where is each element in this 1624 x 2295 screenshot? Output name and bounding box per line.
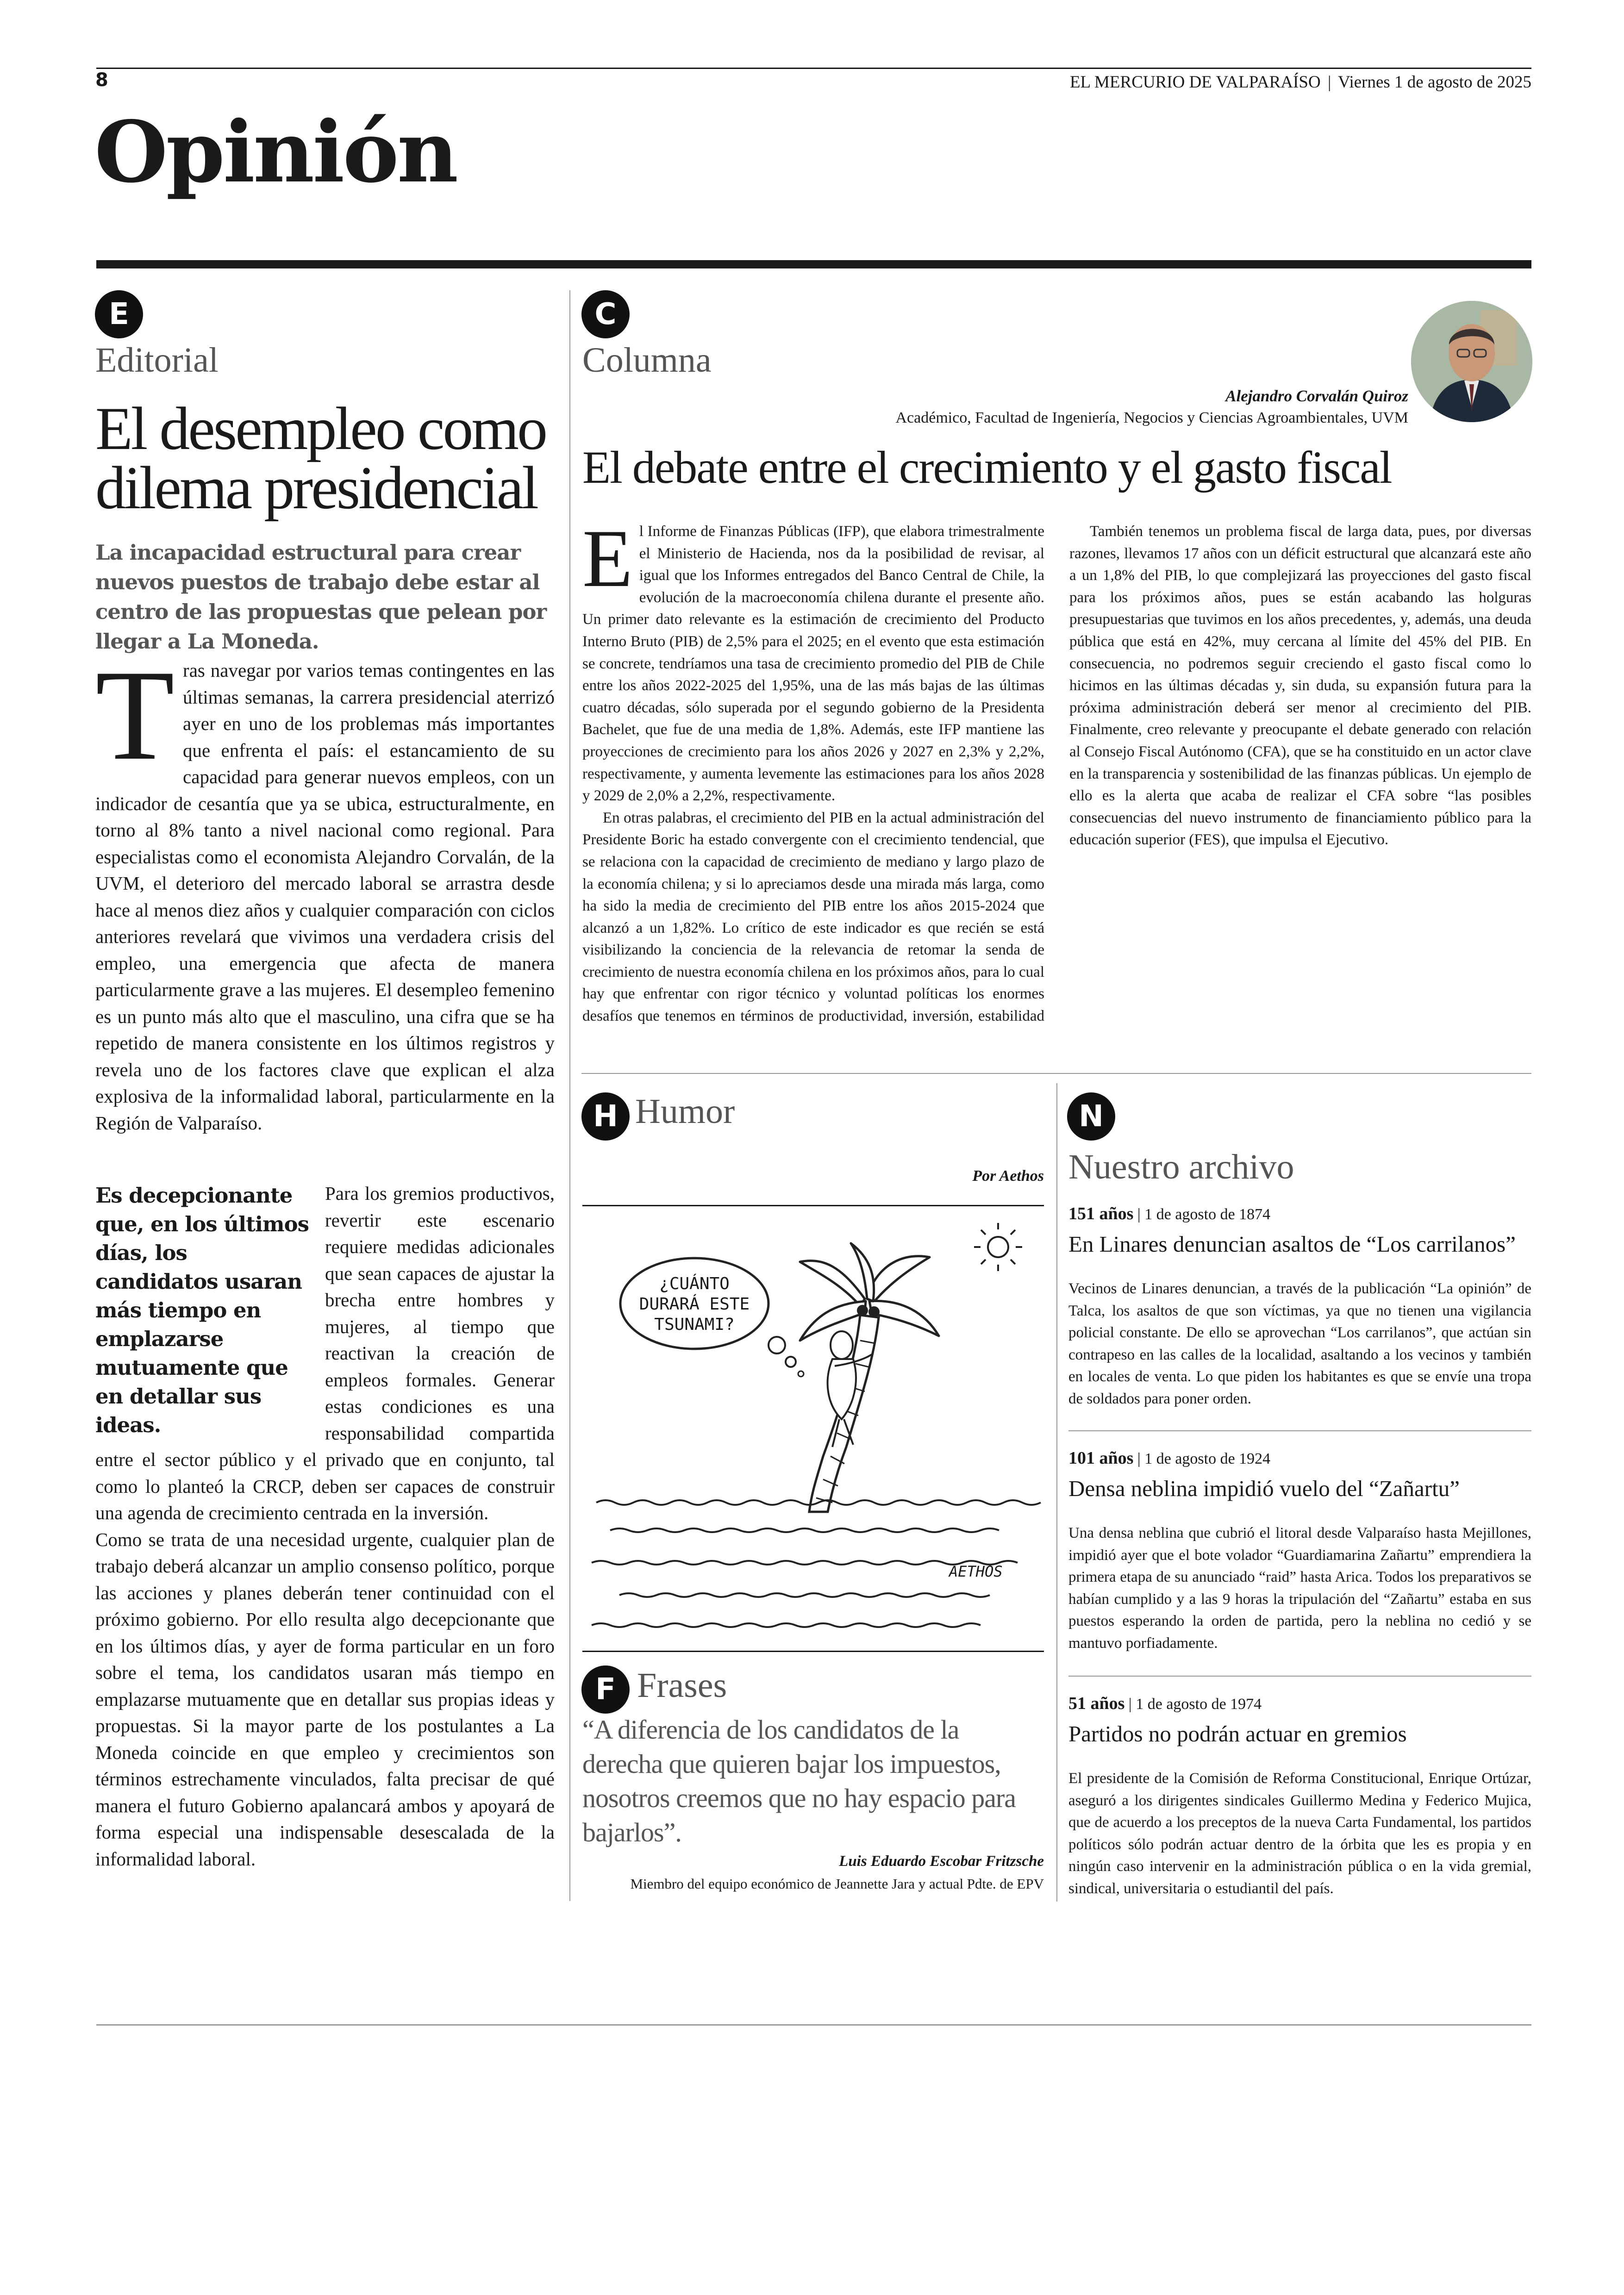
column-divider-vertical: [569, 290, 570, 1901]
archive-item-1-years: 151 años: [1068, 1204, 1134, 1223]
editorial-pull-quote: Es decepcionante que, en los últimos días, los candidatos usaran más tiempo en emplazarse mutuamente que en detallar sus ideas.: [95, 1183, 309, 1437]
archive-item-1: [1068, 1202, 1531, 1410]
archive-item-1-body: Vecinos de Linares denuncian, a través de la publicación “La opinión” de Talca, los asaltos de que son víctimas, ya que no tienen una vigilancia policial constante. De ello se aprovechan “Los carrilanos”, que actúan sin contrapeso en las calles de la localidad, asaltando a los vecinos y también en locales de venta. Lo que piden los habitantes es que se envíe una tropa de soldados para poner orden.: [1068, 1280, 1531, 1407]
column-author-title: Académico, Facultad de Ingeniería, Negocios y Ciencias Agroambientales, UVM: [895, 409, 1408, 426]
issue-date: Viernes 1 de agosto de 2025: [1337, 73, 1531, 92]
archive-item-3-years: 51 años: [1068, 1694, 1125, 1713]
archive-item-2: [1068, 1447, 1531, 1655]
archive-item-3-separator: |: [1128, 1696, 1136, 1713]
editorial-deck: La incapacidad estructural para crear nuevos puestos de trabajo debe estar al centro de las propuestas que pelean por llegar a La Moneda.: [95, 540, 547, 654]
editorial-label: Editorial: [95, 341, 219, 380]
archive-item-1-separator: |: [1137, 1206, 1145, 1223]
column-paragraph-2: En otras palabras, el crecimiento del PIB en la actual administración del Presidente Boric ha estado convergente con el crecimiento tendencial, que se relaciona con la capacidad de crecimiento de mediano y largo plazo de la economía chilena; y si lo apreciamos desde una mirada más larga, como ha sido la media de crecimiento del PIB entre los años 2015-2024 que alcanzó a un 1,82%. Lo crítico de este indicador es que recién se está visibilizando la conciencia de la relevancia de retomar la senda de crecimiento de nuestra economía chilena en los próximos años, para lo cual hay que enfrentar con rigor técnico y voluntad políticas los enormes desafíos que tenemos en términos de productividad, inversión, estabilidad: [582, 809, 1044, 1025]
column-author-name: Alejandro Corvalán Quiroz: [1225, 387, 1408, 405]
archive-item-1-headline: En Linares denuncian asaltos de “Los carrilanos”: [1068, 1231, 1516, 1257]
section-title: Opinión: [94, 102, 457, 201]
archive-item-3-headline: Partidos no podrán actuar en gremios: [1068, 1721, 1407, 1746]
humor-badge: H: [581, 1092, 630, 1141]
editorial-badge: E: [95, 290, 143, 338]
editorial-body: [95, 643, 555, 1136]
archive-item-2-years: 101 años: [1068, 1448, 1134, 1468]
archive-rule-2: [1068, 1676, 1531, 1677]
humor-byline: Por Aethos: [972, 1167, 1044, 1185]
column-badge: C: [581, 290, 630, 338]
frases-quote: “A diferencia de los candidatos de la derecha que quieren bajar los impuestos, nosotros creemos que no hay espacio para bajarlos”.: [582, 1715, 1016, 1847]
archive-badge: N: [1067, 1092, 1115, 1141]
header-bottom-rule: [96, 260, 1531, 268]
author-portrait-icon: [1411, 301, 1532, 422]
archive-item-3: [1068, 1692, 1531, 1900]
column-paragraph-1-wrap: [582, 512, 1044, 1027]
archive-item-2-body: Una densa neblina que cubrió el litoral desde Valparaíso hasta Mejillones, impidió ayer que el bote volador “Guardiamarina Zañartu” emprendiera la primera etapa de su anunciado “raid” hasta Arica. Todos los preparativos se habían cumplido y a las 9 horas la tripulación del “Zañartu” estaba en sus puestos esperando la orden de partida, pero la neblina no cedió y se mantuvo porfiadamente.: [1068, 1525, 1531, 1652]
masthead-dateline: [1070, 72, 1531, 92]
archive-item-1-date: 1 de agosto de 1874: [1144, 1206, 1271, 1223]
column-drop-cap: E: [582, 512, 633, 604]
dateline-separator: |: [1327, 73, 1331, 92]
archive-label: Nuestro archivo: [1068, 1148, 1294, 1186]
publication-name: EL MERCURIO DE VALPARAÍSO: [1069, 73, 1321, 92]
archive-item-3-date: 1 de agosto de 1974: [1136, 1696, 1262, 1713]
archive-item-3-body: El presidente de la Comisión de Reforma Constitucional, Enrique Ortúzar, aseguró a los dirigentes sindicales Guillermo Medina y Federico Mujica, que de acuerdo a los preceptos de la nueva Carta Fundamental, los partidos políticos sólo podrán actuar dentro de la órbita que les es propia y en ningún caso intervenir en la administración pública o en la vida gremial, sindical, universitaria o estudiantil del país.: [1068, 1770, 1531, 1897]
editorial-headline: El desempleo como dilema presidencial: [95, 394, 546, 522]
archive-rule-1: [1068, 1430, 1531, 1431]
editorial-drop-cap: T: [95, 643, 175, 787]
bubble-line-3: TSUNAMI?: [654, 1315, 735, 1334]
archive-item-2-dateline: [1068, 1447, 1531, 1471]
editorial-paragraph-3: Como se trata de una necesidad urgente, cualquier plan de trabajo deberá alcanzar un amplio consenso político, porque las acciones y planes deberán tener continuidad con el próximo gobierno. Por ello resulta algo decepcionante que en los últimos días, y ayer de forma particular en un foro sobre el tema, los candidatos usaran más tiempo en emplazarse mutuamente que en detallar sus propias ideas y propuestas. Si la mayor parte de los postulantes a La Moneda coincide en que empleo y crecimientos son términos estrechamente vinculados, falta precisar de qué manera el futuro Gobierno apalancará ambos y apoyará de forma especial una indispensable desescalada de la informalidad laboral.: [95, 1528, 555, 1870]
column-headline: El debate entre el crecimiento y el gasto fiscal: [582, 442, 1392, 493]
frases-author: Luis Eduardo Escobar Fritzsche: [839, 1853, 1044, 1870]
cartoon: [582, 1206, 1044, 1651]
page-bottom-rule: [96, 2024, 1531, 2026]
cartoon-bottom-rule: [582, 1651, 1044, 1652]
archive-item-1-dateline: [1068, 1202, 1531, 1226]
archive-divider-vertical: [1056, 1083, 1057, 1902]
column-body-right: [1069, 521, 1531, 851]
editorial-paragraph-2: Para los gremios productivos, revertir este escenario requiere medidas adicionales que sean capaces de ajustar la brecha entre hombres y mujeres, al tiempo que reactivan la creación de empleos formales. Generar estas condiciones es una responsabilidad compartida entre el sector público y el privado que en conjunto, tal como lo planteó la CRCP, deben ser capaces de construir una agenda de crecimiento centrada en la inversión.: [95, 1183, 555, 1523]
column-paragraph-1-text: l Informe de Finanzas Públicas (IFP), que elabora trimestralmente el Ministerio de Hacienda, nos da la posibilidad de revisar, al igual que los Informes entregados del Banco Central de Chile, la evolución de la macroeconomía chilena durante el presente año. Un primer dato relevante es la estimación de crecimiento del Producto Interno Bruto (PIB) de 2,5% para el 2025; en el evento que esta estimación se concrete, tendríamos una tasa de crecimiento promedio del PIB de Chile entre los años 2022-2025 del 1,95%, una de las más bajas de las últimas cuatro décadas, sólo superada por el segundo gobierno de la Presidenta Bachelet, que fue de una media de 1,8%. Además, este IFP mantiene las proyecciones de crecimiento para los años 2026 y 2027 en 2,3% y 2,2%, respectivamente, y aumenta levemente las estimaciones para los años 2028 y 2029 de 2,0% a 2,2%, respectivamente.: [582, 523, 1044, 804]
header-top-rule: [96, 68, 1531, 69]
editorial-paragraph-1-text: ras navegar por varios temas contingentes en las últimas semanas, la carrera presidencial aterrizó ayer en uno de los problemas más importantes que enfrenta el país: el estancamiento de su capacidad para generar nuevos empleos, con un indicador de cesantía que ya se ubica, estructuralmente, en torno al 8% tanto a nivel nacional como regional. Para especialistas como el economista Alejandro Corvalán, de la UVM, el deterioro del mercado laboral se arrastra desde hace al menos diez años y cualquier comparación con ciclos anteriores revelará que vivimos una verdadera crisis del empleo, una emergencia que afecta de manera particularmente grave a las mujeres. El desempleo femenino es un punto más alto que el masculino, una cifra que se ha repetido de manera consistente en los últimos registros y revela uno de los factores clave que explican el alza explosiva de la informalidad laboral, particularmente en la Región de Valparaíso.: [95, 660, 555, 1134]
cartoon-signature: AETHOS: [949, 1563, 1003, 1580]
editorial-paragraph-1: [95, 643, 555, 1136]
cartoon-castaway-palm-icon: [582, 1206, 1044, 1651]
column-bottom-rule: [581, 1073, 1531, 1074]
frases-label: Frases: [637, 1666, 727, 1705]
bubble-line-1: ¿CUÁNTO: [659, 1274, 730, 1293]
archive-item-2-date: 1 de agosto de 1924: [1144, 1450, 1271, 1467]
page-number: 8: [95, 69, 108, 91]
column-paragraph-3: También tenemos un problema fiscal de larga data, pues, por diversas razones, llevamos 17 años con un déficit estructural que alcanzará este año a un 1,8% del PIB, lo que complejizará las proyecciones del gasto fiscal para los próximos años, pues se están acabando las holguras presupuestarias que tuvimos en los años precedentes, y, además, una deuda pública que está en 42%, muy cercana al límite del 45% del PIB. En consecuencia, no podremos seguir creciendo el gasto fiscal como lo hicimos en las últimas décadas y, sin duda, su expansión futura para la próxima administración deberá ser menor al crecimiento del PIB. Finalmente, creo relevante y preocupante el debate generado con relación al Consejo Fiscal Autónomo (CFA), que se ha constituido en un actor clave en la transparencia y sostenibilidad de las finanzas públicas. Un ejemplo de ello es la alerta que acaba de realizar el CFA sobre “las posibles consecuencias del nuevo instrumento de financiamiento público para la educación superior (FES), que impulsa el Ejecutivo.: [1069, 523, 1531, 848]
editorial-lower-body: [95, 1180, 555, 1872]
author-avatar: [1411, 301, 1532, 422]
bubble-line-2: DURARÁ ESTE: [639, 1295, 750, 1314]
archive-item-2-headline: Densa neblina impidió vuelo del “Zañartu”: [1068, 1476, 1460, 1501]
column-body-left: [582, 512, 1044, 1027]
cartoon-speech-bubble-text: [630, 1274, 759, 1335]
archive-item-3-dateline: [1068, 1692, 1531, 1716]
column-paragraph-1: [582, 512, 1044, 807]
column-label: Columna: [582, 341, 712, 380]
frases-badge: F: [581, 1665, 630, 1714]
frases-author-title: Miembro del equipo económico de Jeannette Jara y actual Pdte. de EPV: [630, 1876, 1044, 1892]
column-paragraph-3-wrap: [1069, 521, 1531, 851]
archive-item-2-separator: |: [1137, 1450, 1145, 1467]
humor-label: Humor: [635, 1092, 735, 1131]
